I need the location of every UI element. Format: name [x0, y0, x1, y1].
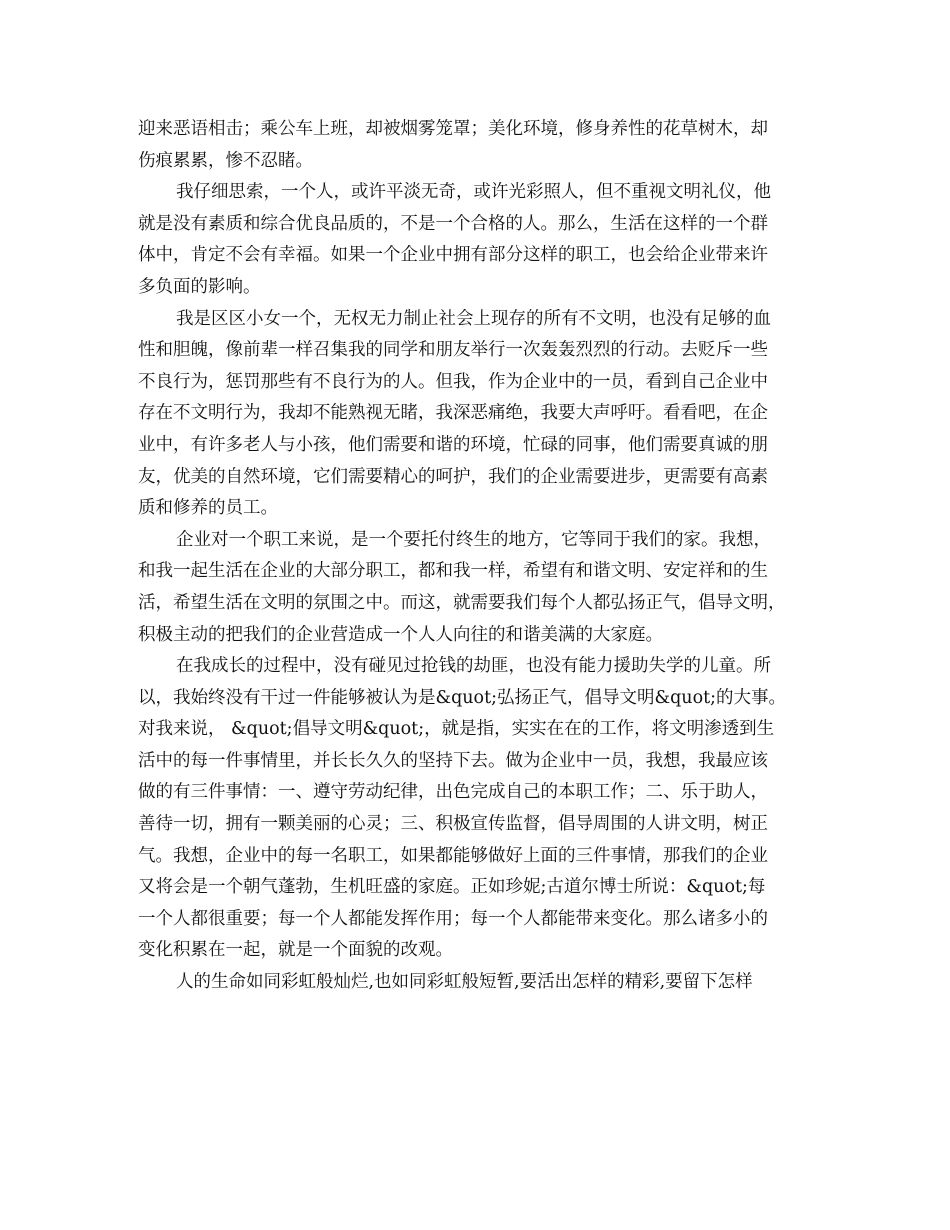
text-line: 质和修养的员工。 — [138, 498, 278, 519]
paragraph — [138, 177, 822, 303]
text-line: 我仔细思索，一个人，或许平淡无奇，或许光彩照人，但不重视文明礼仪，他 — [176, 182, 771, 203]
text-line: 活中的每一件事情里，并长长久久的坚持下去。做为企业中一员，我想，我最应该 — [138, 750, 768, 771]
text-line: 多负面的影响。 — [138, 276, 261, 297]
text-line: 对我来说， &quot;倡导文明&quot;，就是指，实实在在的工作，将文明渗透到生 — [138, 719, 775, 740]
text-line: 存在不文明行为，我却不能熟视无睹，我深恶痛绝，我要大声呼吁。看看吧，在企 — [138, 403, 768, 424]
text-line: 在我成长的过程中，没有碰见过抢钱的劫匪，也没有能力援助失学的儿童。所 — [176, 656, 771, 677]
text-line: 业中，有许多老人与小孩，他们需要和谐的环境，忙碌的同事，他们需要真诚的朋 — [138, 434, 768, 455]
text-line: 性和胆魄，像前辈一样召集我的同学和朋友举行一次轰轰烈烈的行动。去贬斥一些 — [138, 340, 768, 361]
text-line: 变化积累在一起，就是一个面貌的改观。 — [138, 940, 453, 961]
text-line: 迎来恶语相击；乘公车上班，却被烟雾笼罩；美化环境，修身养性的花草树木，却 — [138, 119, 768, 139]
text-line: 企业对一个职工来说，是一个要托付终生的地方，它等同于我们的家。我想， — [176, 529, 771, 550]
text-line: 就是没有素质和综合优良品质的，不是一个合格的人。那么，生活在这样的一个群 — [138, 213, 768, 234]
document-body — [138, 114, 822, 999]
text-line: 伤痕累累，惨不忍睹。 — [138, 150, 313, 171]
text-line: 我是区区小女一个，无权无力制止社会上现存的所有不文明，也没有足够的血 — [176, 308, 771, 329]
text-line: 以，我始终没有干过一件能够被认为是&quot;弘扬正气，倡导文明&quot;的大事。 — [138, 687, 787, 708]
text-line: 积极主动的把我们的企业营造成一个人人向往的和谐美满的大家庭。 — [138, 624, 663, 645]
paragraph — [138, 967, 822, 999]
paragraph — [138, 525, 822, 651]
text-line: 不良行为，惩罚那些有不良行为的人。但我，作为企业中的一员，看到自己企业中 — [138, 371, 768, 392]
text-line: 做的有三件事情：一、遵守劳动纪律，出色完成自己的本职工作；二、乐于助人， — [138, 782, 768, 803]
text-line: 又将会是一个朝气蓬勃，生机旺盛的家庭。正如珍妮;古道尔博士所说：&quot;每 — [138, 877, 766, 898]
text-line: 活，希望生活在文明的氛围之中。而这，就需要我们每个人都弘扬正气，倡导文明， — [138, 592, 786, 613]
text-line: 善待一切，拥有一颗美丽的心灵；三、积极宣传监督，倡导周围的人讲文明，树正 — [138, 814, 768, 835]
text-line: 体中，肯定不会有幸福。如果一个企业中拥有部分这样的职工，也会给企业带来许 — [138, 245, 768, 266]
paragraph — [138, 651, 822, 967]
paragraph — [138, 114, 822, 177]
text-line: 一个人都很重要；每一个人都能发挥作用；每一个人都能带来变化。那么诸多小的 — [138, 908, 768, 929]
text-line: 人的生命如同彩虹般灿烂,也如同彩虹般短暂,要活出怎样的精彩,要留下怎样 — [176, 972, 753, 993]
text-line: 和我一起生活在企业的大部分职工，都和我一样，希望有和谐文明、安定祥和的生 — [138, 561, 768, 582]
text-line: 气。我想，企业中的每一名职工，如果都能够做好上面的三件事情，那我们的企业 — [138, 845, 768, 866]
paragraph — [138, 304, 822, 525]
text-line: 友，优美的自然环境，它们需要精心的呵护，我们的企业需要进步，更需要有高素 — [138, 466, 768, 487]
